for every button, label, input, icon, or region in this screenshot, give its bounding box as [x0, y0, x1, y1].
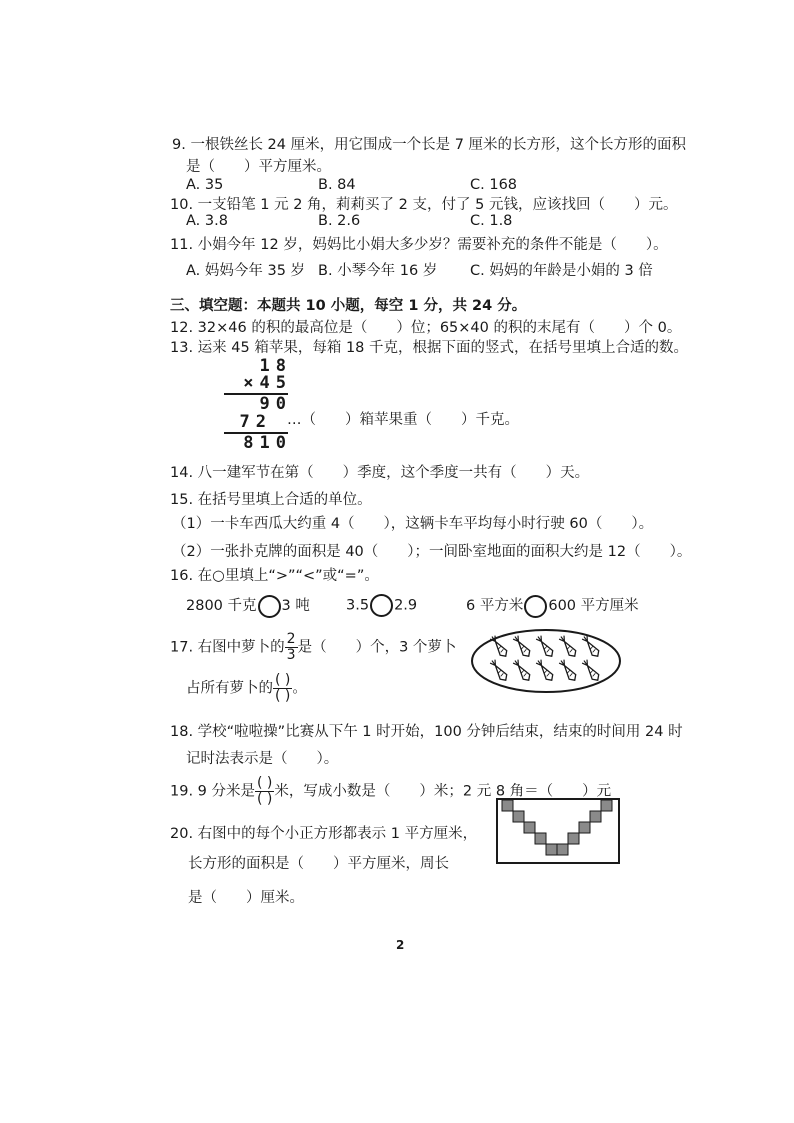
q9-option-c: C. 168 [470, 177, 518, 193]
carrot-icon [558, 634, 578, 658]
q11-option-b: B. 小琴今年 16 岁 [318, 263, 438, 279]
q16-item-3 [466, 594, 639, 618]
q17-line2-suffix: 。 [292, 680, 307, 697]
q20-line3: 是（ ）厘米。 [188, 890, 304, 906]
compare-circle[interactable] [370, 594, 393, 617]
q11-line1: 11. 小娟今年 12 岁，妈妈比小娟大多少岁？需要补充的条件不能是（ ）。 [170, 237, 668, 253]
q19-prefix: 19. 9 分米是 [170, 783, 256, 800]
q16-item-1-left: 2800 千克 [186, 598, 257, 614]
q11-option-a: A. 妈妈今年 35 岁 [186, 263, 306, 279]
q13-text: 13. 运来 45 箱苹果，每箱 18 千克，根据下面的竖式，在括号里填上合适的数。 [170, 340, 689, 356]
unit-square [601, 800, 612, 811]
q20-line1: 20. 右图中的每个小正方形都表示 1 平方厘米， [170, 826, 478, 842]
page-number: 2 [396, 938, 405, 952]
q18-line2: 记时法表示是（ ）。 [186, 751, 339, 767]
grid-rectangle-figure [496, 798, 620, 864]
fraction-numerator: ( ) [275, 672, 291, 688]
carrot-oval-figure [470, 628, 622, 694]
q9-option-b: B. 84 [318, 177, 356, 193]
carrot-icon [512, 634, 532, 658]
unit-square [513, 811, 524, 822]
q19-suffix: 米，写成小数是（ ）米；2 元 8 角＝（ ）元 [274, 783, 612, 800]
q9-option-a: A. 35 [186, 177, 224, 193]
q9-line2: 是（ ）平方厘米。 [186, 159, 331, 175]
q17-line1 [170, 632, 456, 663]
vertical-multiplication [218, 356, 294, 456]
fraction-numerator: 2 [286, 631, 296, 647]
unit-square [590, 811, 601, 822]
q11-option-c: C. 妈妈的年龄是小娟的 3 倍 [470, 263, 653, 279]
q16-item-3-left: 6 平方米 [466, 598, 524, 614]
q19-blank-fraction [255, 776, 274, 807]
q16-item-1-right: 3 吨 [281, 598, 310, 614]
calc-row-3: 90 [259, 394, 292, 414]
unit-square [535, 833, 546, 844]
section3-title: 三、填空题：本题共 10 小题，每空 1 分，共 24 分。 [170, 298, 527, 314]
compare-circle[interactable] [258, 595, 281, 618]
q13-note: …（ ）箱苹果重（ ）千克。 [287, 412, 519, 428]
q16-item-1 [186, 594, 310, 618]
carrot-icon [581, 658, 601, 682]
unit-square [524, 822, 535, 833]
q17-prefix: 17. 右图中萝卜的 [170, 639, 285, 656]
unit-square [546, 844, 557, 855]
calc-row-5: 810 [243, 433, 292, 453]
q20-line2: 长方形的面积是（ ）平方厘米，周长 [188, 856, 449, 872]
q17-line2-prefix: 占所有萝卜的 [186, 680, 273, 697]
q16-item-2-left: 3.5 [346, 597, 370, 614]
q16-item-2 [346, 594, 417, 617]
q10-option-a: A. 3.8 [186, 213, 228, 229]
calc-row-4: 72 [239, 412, 272, 432]
q10-option-c: C. 1.8 [470, 213, 513, 229]
q16-item-2-right: 2.9 [394, 597, 418, 614]
fraction-denominator: ( ) [257, 791, 273, 807]
fraction-numerator: ( ) [257, 775, 273, 791]
q15-sub1: （1）一卡车西瓜大约重 4（ ），这辆卡车平均每小时行驶 60（ ）。 [172, 516, 654, 532]
unit-square [568, 833, 579, 844]
unit-square [579, 822, 590, 833]
fraction-denominator: ( ) [275, 688, 291, 704]
q16-text: 16. 在○里填上“>”“<”或“=”。 [170, 568, 379, 584]
q9-line1: 9. 一根铁丝长 24 厘米，用它围成一个长是 7 厘米的长方形，这个长方形的面积 [172, 137, 687, 153]
unit-square [557, 844, 568, 855]
q14-text: 14. 八一建军节在第（ ）季度，这个季度一共有（ ）天。 [170, 465, 590, 481]
q17-line2 [186, 673, 307, 704]
unit-square [502, 800, 513, 811]
q10-option-b: B. 2.6 [318, 213, 361, 229]
q15-text: 15. 在括号里填上合适的单位。 [170, 492, 372, 508]
calc-row-2: ×45 [243, 373, 292, 393]
fraction-denominator: 3 [286, 647, 296, 663]
q16-item-3-right: 600 平方厘米 [548, 598, 639, 614]
carrot-icon [535, 634, 555, 658]
compare-circle[interactable] [524, 595, 547, 618]
q17-fraction [285, 632, 298, 663]
q18-line1: 18. 学校“啦啦操”比赛从下午 1 时开始，100 分钟后结束，结束的时间用 24 时 [170, 724, 683, 740]
carrot-icon [512, 658, 532, 682]
q17-blank-fraction [273, 673, 292, 704]
calc-row-1: 18 [259, 356, 292, 376]
q15-sub2: （2）一张扑克牌的面积是 40（ ）；一间卧室地面的面积大约是 12（ ）。 [172, 544, 692, 560]
carrot-icon [489, 658, 509, 682]
q10-line1: 10. 一支铅笔 1 元 2 角，莉莉买了 2 支，付了 5 元钱，应该找回（ ）元。 [170, 197, 678, 213]
carrot-icon [558, 658, 578, 682]
q17-suffix: 是（ ）个，3 个萝卜 [297, 639, 457, 656]
q12-text: 12. 32×46 的积的最高位是（ ）位；65×40 的积的末尾有（ ）个 0。 [170, 320, 682, 336]
carrot-icon [535, 658, 555, 682]
